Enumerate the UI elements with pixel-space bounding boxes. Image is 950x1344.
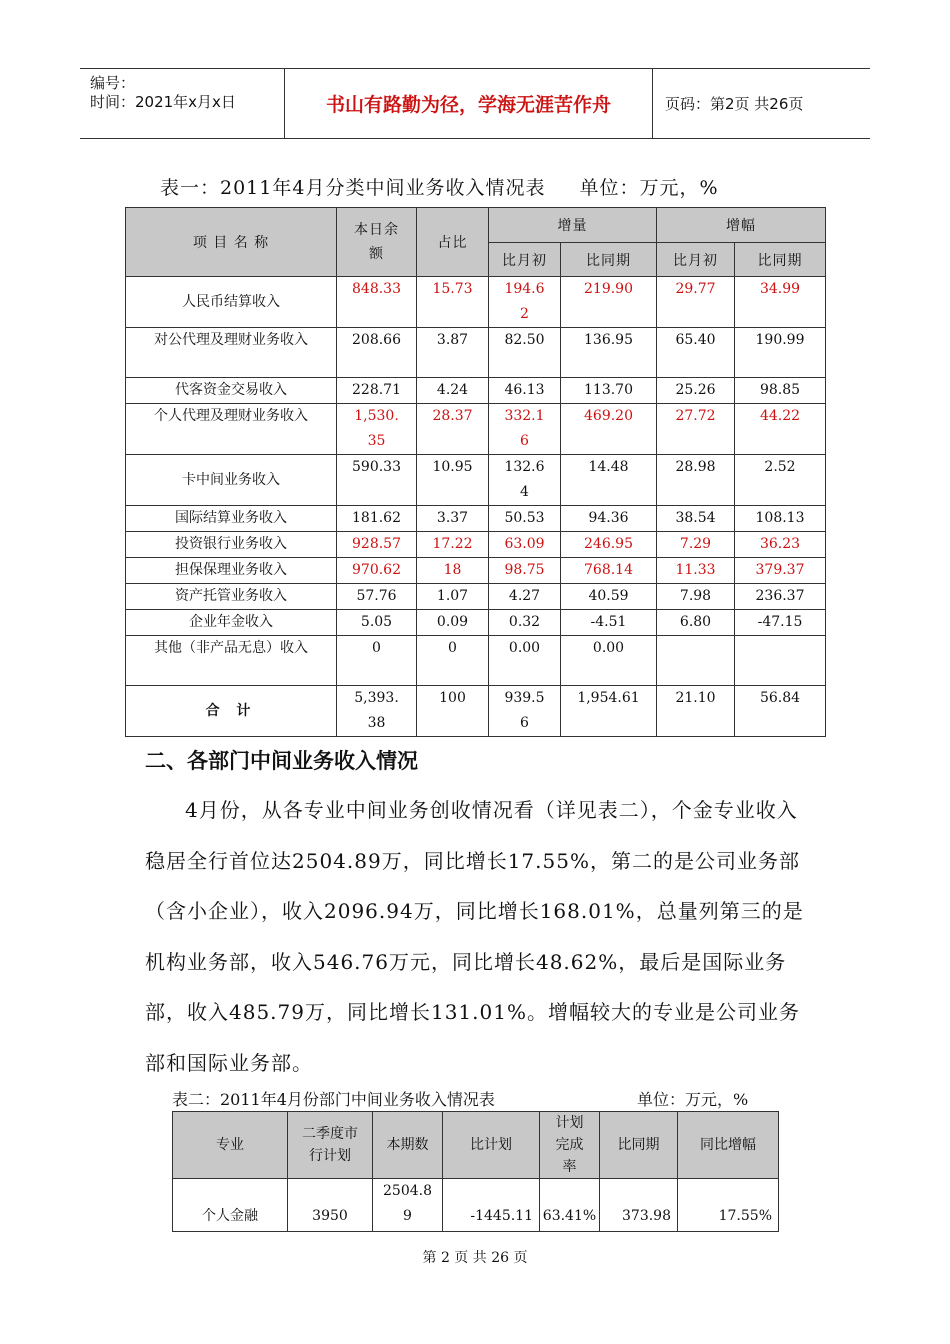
table1-cell: 3.87 (417, 328, 489, 378)
page-header (80, 68, 870, 139)
table1-row (126, 506, 826, 532)
table1-title: 表一：2011年4月分类中间业务收入情况表 (160, 177, 546, 199)
table1-cell: 63.09 (489, 532, 561, 558)
table1-cell: 132.64 (489, 455, 561, 506)
header-page-cell (653, 69, 870, 138)
table1-cell: -47.15 (735, 610, 826, 636)
table2-header: 本期数 (373, 1112, 443, 1179)
table1-row-name: 企业年金收入 (126, 610, 337, 636)
table1-row-name: 合 计 (126, 686, 337, 737)
th-increase: 增量 (489, 208, 657, 243)
table1-row-name: 资产托管业务收入 (126, 584, 337, 610)
header-page-info: 页码：第2页 共26页 (665, 95, 804, 113)
table2-cell: -1445.11 (443, 1179, 540, 1232)
table1-cell: 50.53 (489, 506, 561, 532)
table1-row-name: 卡中间业务收入 (126, 455, 337, 506)
table1-row (126, 610, 826, 636)
table2-header: 计划完成率 (540, 1112, 600, 1179)
table2-header: 同比增幅 (678, 1112, 779, 1179)
table1-cell: 939.56 (489, 686, 561, 737)
table1-cell: 1,530.35 (337, 404, 417, 455)
table1-row (126, 328, 826, 378)
table1-cell: 28.98 (657, 455, 735, 506)
table1-cell: 14.48 (561, 455, 657, 506)
table1-cell: 29.77 (657, 277, 735, 328)
th-share: 占比 (417, 208, 489, 277)
table1-row (126, 636, 826, 686)
table1-cell: 40.59 (561, 584, 657, 610)
table2-cell: 2504.89 (373, 1179, 443, 1232)
table1-cell: 848.33 (337, 277, 417, 328)
th-balance: 本日余额 (337, 208, 417, 277)
table1-cell: 1,954.61 (561, 686, 657, 737)
table1-cell: 36.23 (735, 532, 826, 558)
table1-cell: 469.20 (561, 404, 657, 455)
table1-cell: 6.80 (657, 610, 735, 636)
table1-cell: 11.33 (657, 558, 735, 584)
table1-cell: 46.13 (489, 378, 561, 404)
table1-cell: 332.16 (489, 404, 561, 455)
table1-cell: 44.22 (735, 404, 826, 455)
table1-cell: 0 (417, 636, 489, 686)
table1-row (126, 558, 826, 584)
table1-cell: 5,393.38 (337, 686, 417, 737)
table1-row-name: 代客资金交易收入 (126, 378, 337, 404)
table1-cell: 82.50 (489, 328, 561, 378)
time-label: 时间：2021年x月x日 (90, 93, 236, 111)
table1-cell: 28.37 (417, 404, 489, 455)
table1-row-name: 人民币结算收入 (126, 277, 337, 328)
page-footer: 第 2 页 共 26 页 (422, 1250, 528, 1266)
table1-cell: 100 (417, 686, 489, 737)
table1-cell: 970.62 (337, 558, 417, 584)
table1-row-name: 担保保理业务收入 (126, 558, 337, 584)
table1-cell: 57.76 (337, 584, 417, 610)
table1-cell: 4.24 (417, 378, 489, 404)
table1-cell: 928.57 (337, 532, 417, 558)
table1-row (126, 378, 826, 404)
table1-row (126, 455, 826, 506)
table1-cell: 590.33 (337, 455, 417, 506)
table1-cell: 246.95 (561, 532, 657, 558)
table1-cell: 10.95 (417, 455, 489, 506)
table1-cell: 113.70 (561, 378, 657, 404)
table1-cell: 98.75 (489, 558, 561, 584)
th-gr-year: 比同期 (735, 243, 826, 277)
table1-cell: 0 (337, 636, 417, 686)
table1-cell: 38.54 (657, 506, 735, 532)
table1-caption (160, 173, 719, 200)
table2-header: 比同期 (600, 1112, 678, 1179)
table2 (172, 1111, 779, 1232)
section-paragraph: 4月份，从各专业中间业务创收情况看（详见表二），个金专业收入稳居全行首位达2504.89万，同比增长17.55%，第二的是公司业务部（含小企业），收入2096.94万，同比增长168.01%，总量列第三的是机构业务部，收入546.76万元，同比增长48.62%，最后是国际业务部，收入485.79万，同比增长131.01%。增幅较大的专业是公司业务部和国际业务部。 (145, 798, 804, 1075)
table2-cell: 3950 (288, 1179, 373, 1232)
section-heading: 二、各部门中间业务收入情况 (145, 749, 418, 773)
table1-row (126, 686, 826, 737)
th-gr-month: 比月初 (657, 243, 735, 277)
table1-row (126, 584, 826, 610)
table1-cell: 98.85 (735, 378, 826, 404)
table1-row-name: 投资银行业务收入 (126, 532, 337, 558)
table1-unit: 单位：万元，% (579, 177, 719, 199)
table1-cell (735, 636, 826, 686)
table1-cell: 219.90 (561, 277, 657, 328)
table1-cell: 34.99 (735, 277, 826, 328)
table1-cell: 27.72 (657, 404, 735, 455)
table1-cell: 768.14 (561, 558, 657, 584)
table1-cell: 0.00 (489, 636, 561, 686)
th-inc-year: 比同期 (561, 243, 657, 277)
th-item: 项 目 名 称 (126, 208, 337, 277)
table1-cell: 21.10 (657, 686, 735, 737)
table1-cell: 108.13 (735, 506, 826, 532)
table1-cell: 7.29 (657, 532, 735, 558)
table2-cell: 373.98 (600, 1179, 678, 1232)
table1-cell: 94.36 (561, 506, 657, 532)
table2-cell: 个人金融 (173, 1179, 288, 1232)
table2-cell: 17.55% (678, 1179, 779, 1232)
table2-header: 比计划 (443, 1112, 540, 1179)
table1-cell: 1.07 (417, 584, 489, 610)
table1-cell: 18 (417, 558, 489, 584)
table2-caption (172, 1087, 749, 1110)
table1-cell: 5.05 (337, 610, 417, 636)
table1 (125, 207, 826, 737)
table1-cell: 379.37 (735, 558, 826, 584)
number-label: 编号： (90, 74, 136, 92)
table1-row (126, 277, 826, 328)
table1-cell: 25.26 (657, 378, 735, 404)
table1-cell: 17.22 (417, 532, 489, 558)
table1-cell: 136.95 (561, 328, 657, 378)
table1-cell: 65.40 (657, 328, 735, 378)
th-growth: 增幅 (657, 208, 826, 243)
table1-cell: 0.32 (489, 610, 561, 636)
table2-unit: 单位：万元，% (637, 1090, 749, 1109)
table2-row (173, 1179, 779, 1232)
table2-title: 表二：2011年4月份部门中间业务收入情况表 (172, 1090, 495, 1109)
table2-header: 专业 (173, 1112, 288, 1179)
table1-cell: 15.73 (417, 277, 489, 328)
table1-row-name: 其他（非产品无息）收入 (126, 636, 337, 686)
table1-cell: 0.00 (561, 636, 657, 686)
table1-cell: 236.37 (735, 584, 826, 610)
table1-cell: 208.66 (337, 328, 417, 378)
table1-cell: 7.98 (657, 584, 735, 610)
table2-header: 二季度市行计划 (288, 1112, 373, 1179)
table1-row (126, 532, 826, 558)
table1-cell: 194.62 (489, 277, 561, 328)
table1-cell: 228.71 (337, 378, 417, 404)
table1-row-name: 国际结算业务收入 (126, 506, 337, 532)
table1-cell (657, 636, 735, 686)
header-motto-cell (285, 69, 653, 138)
th-inc-month: 比月初 (489, 243, 561, 277)
table1-cell: 3.37 (417, 506, 489, 532)
table1-cell: 181.62 (337, 506, 417, 532)
header-meta (80, 69, 285, 138)
table1-cell: 190.99 (735, 328, 826, 378)
table1-cell: 4.27 (489, 584, 561, 610)
table1-row-name: 对公代理及理财业务收入 (126, 328, 337, 378)
table1-cell: 56.84 (735, 686, 826, 737)
table1-cell: 2.52 (735, 455, 826, 506)
table1-cell: 0.09 (417, 610, 489, 636)
table1-row (126, 404, 826, 455)
table2-cell: 63.41% (540, 1179, 600, 1232)
table1-row-name: 个人代理及理财业务收入 (126, 404, 337, 455)
header-motto: 书山有路勤为径，学海无涯苦作舟 (325, 94, 611, 116)
table1-cell: -4.51 (561, 610, 657, 636)
